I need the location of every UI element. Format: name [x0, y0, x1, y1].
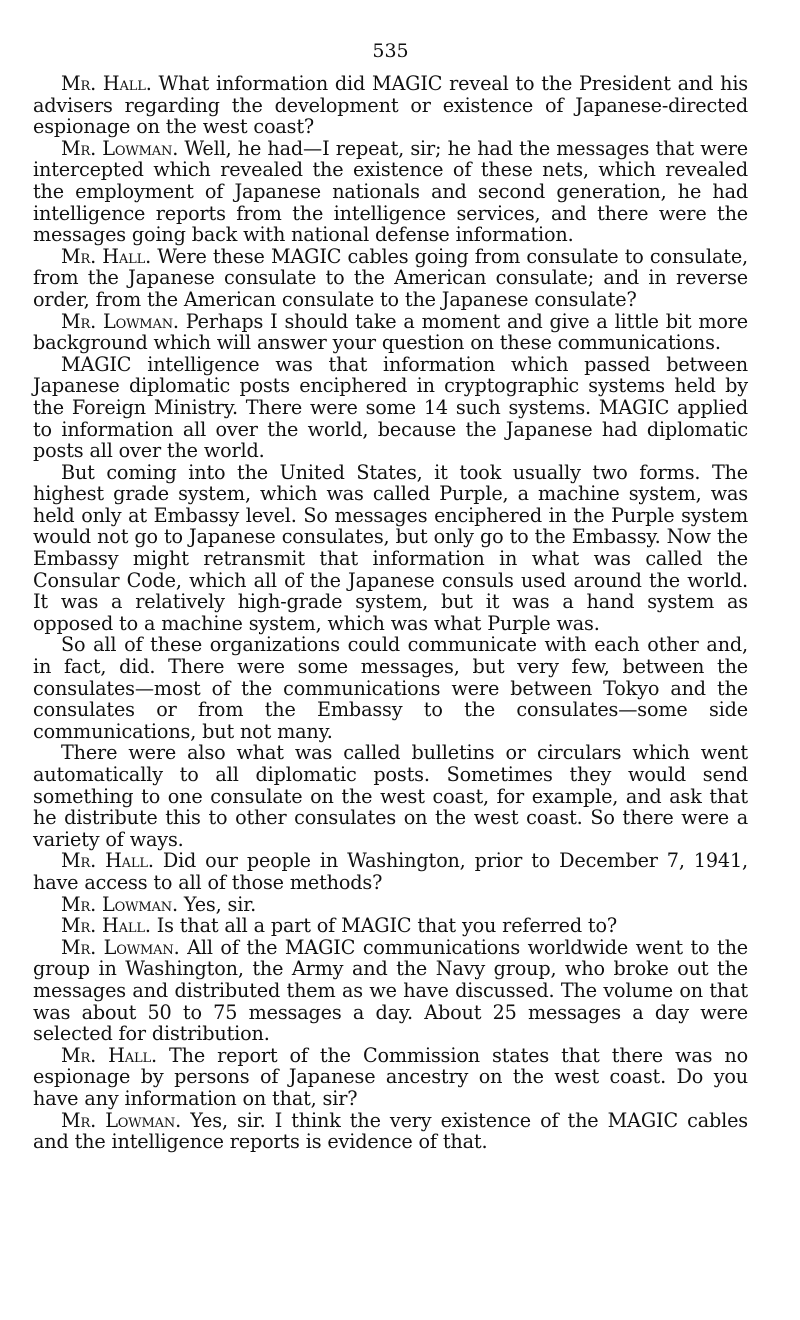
speaker-label: Mr. Lowman. [61, 1108, 182, 1132]
paragraph [33, 937, 748, 1045]
paragraph [33, 634, 748, 742]
paragraph-text: Yes, sir. [177, 892, 257, 916]
paragraph [33, 850, 748, 893]
paragraph [33, 354, 748, 462]
paragraph-text: Did our people in Washington, prior to December 7, 1941, have access to all of those methods? [33, 849, 748, 894]
paragraph-text: MAGIC intelligence was that information which passed between Japanese diplomatic posts enciphered in cryptographic systems held by the Foreign Ministry. There were some 14 such systems. MAGIC applied to information all over the world, because the Japanese had diplomatic posts all over the world. [33, 352, 748, 463]
speaker-label: Mr. Lowman. [61, 136, 179, 160]
paragraph-text: The report of the Commission states that there was no espionage by persons of Japanese ancestry on the west coast. Do you have any information on that, sir? [33, 1043, 748, 1110]
paragraph [33, 1045, 748, 1110]
paragraph-text: Were these MAGIC cables going from consulate to consulate, from the Japanese consulate to the American consulate; and in reverse order, from the American consulate to the Japanese consulate? [33, 244, 748, 311]
speaker-label: Mr. Lowman. [61, 309, 179, 333]
speaker-label: Mr. Hall. [61, 849, 154, 873]
speaker-label: Mr. Hall. [61, 244, 152, 268]
paragraph [33, 1110, 748, 1153]
paragraph-text: What information did MAGIC reveal to the President and his advisers regarding the development or existence of Japanese-directed espionage on the west coast? [33, 72, 748, 139]
paragraph [33, 894, 748, 916]
paragraph [33, 246, 748, 311]
paragraph [33, 462, 748, 635]
paragraph-text: So all of these organizations could communicate with each other and, in fact, did. There were some messages, but very few, between the consulates—most of the communications were between Tokyo and the consulates or from the Embassy to the consulates—some side communications, but not many. [33, 633, 748, 743]
paragraph-text: Well, he had—I repeat, sir; he had the messages that were intercepted which revealed the existence of these nets, which revealed the employment of Japanese nationals and second generation, he had intelligence reports from the intelligence services, and there were the messages going back with national defense information. [33, 136, 748, 247]
paragraph-text: There were also what was called bulletins or circulars which went automatically to all diplomatic posts. Sometimes they would send something to one consulate on the west coast, for example, and ask that he distribute this to other consulates on the west coast. So there were a variety of ways. [33, 741, 748, 851]
speaker-label: Mr. Hall. [61, 914, 151, 938]
paragraph-text: Perhaps I should take a moment and give a little bit more background which will answer your question on these communications. [33, 309, 749, 355]
paragraph [33, 742, 748, 850]
paragraph [33, 138, 748, 246]
paragraph-text: But coming into the United States, it took usually two forms. The highest grade system, which was called Purple, a machine system, was held only at Embassy level. So messages enciphered in the Purple system would not go to Japanese consulates, but only go to the Embassy. Now the Embassy might retransmit that information in what was called the Consular Code, which all of the Japanese consuls used around the world. It was a relatively high-grade system, but it was a hand system as opposed to a machine system, which was what Purple was. [33, 460, 748, 635]
speaker-label: Mr. Lowman. [61, 892, 178, 916]
paragraph-text: All of the MAGIC communications worldwide went to the group in Washington, the Army and the Navy group, who broke out the messages and distributed them as we have discussed. The volume on that was about 50 to 75 messages a day. About 25 messages a day were selected for distribution. [33, 935, 749, 1046]
paragraph-text: Is that all a part of MAGIC that you referred to? [150, 914, 618, 938]
page-number: 535 [372, 40, 409, 62]
paragraph [33, 915, 748, 937]
speaker-label: Mr. Lowman. [61, 935, 180, 959]
paragraph-text: Yes, sir. I think the very existence of the MAGIC cables and the intelligence reports is evidence of that. [33, 1108, 748, 1154]
paragraph [33, 311, 748, 354]
speaker-label: Mr. Hall. [61, 72, 152, 95]
paragraph [33, 73, 748, 138]
speaker-label: Mr. Hall. [61, 1043, 157, 1067]
